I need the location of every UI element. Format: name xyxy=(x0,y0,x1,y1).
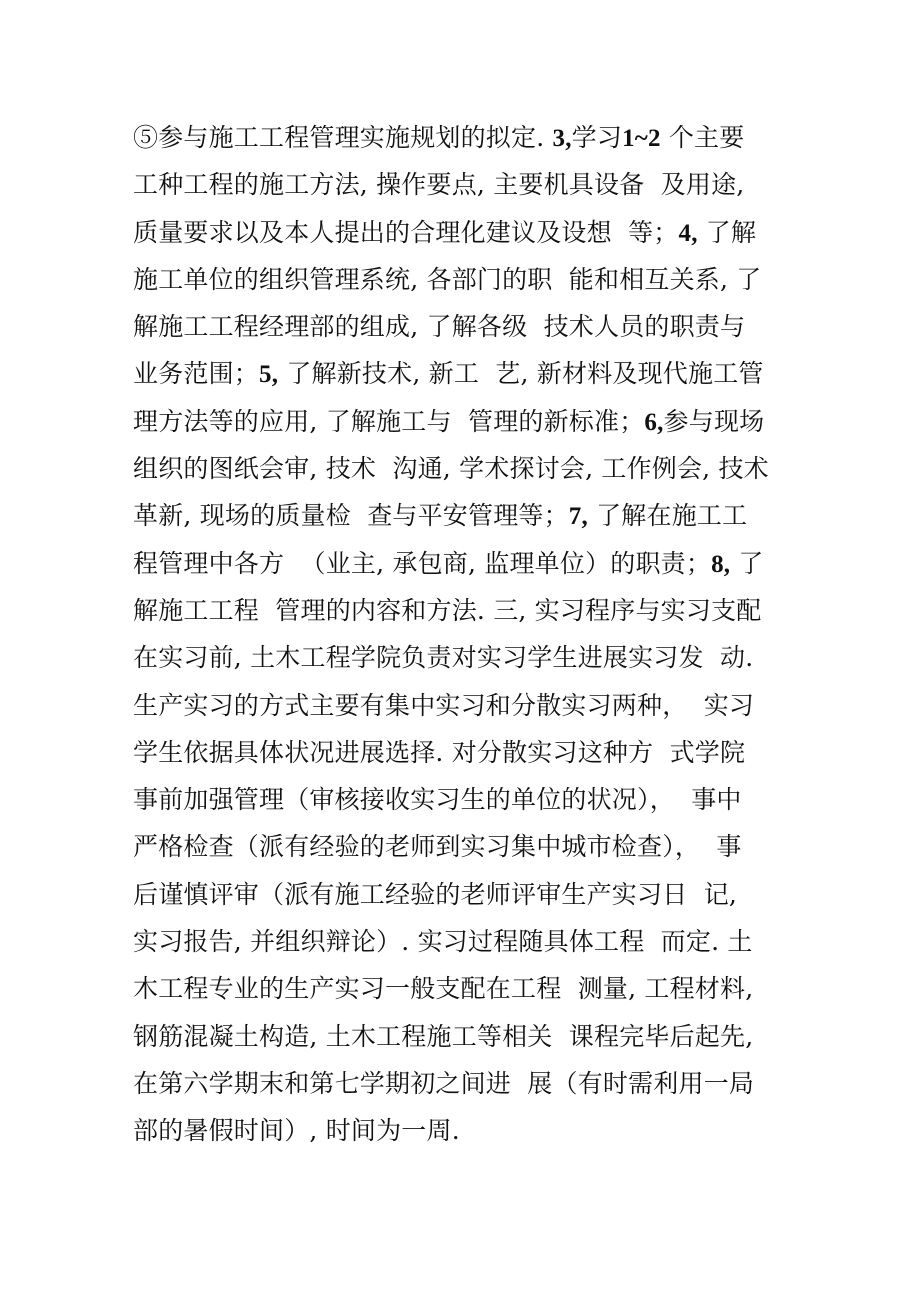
text-line xyxy=(133,1060,793,1107)
text-line xyxy=(133,256,793,303)
text-line xyxy=(133,823,793,870)
text-run: 参与现场 xyxy=(663,406,765,436)
text-run: 个主要 xyxy=(660,123,745,152)
text-line xyxy=(133,682,793,729)
text-run: 工种工程的施工方法, 操作要点, 主要机具设备 及用途, xyxy=(133,170,745,200)
text-run: 施工单位的组织管理系统, 各部门的职 能和相互关系, 了 xyxy=(133,264,762,294)
text-line xyxy=(133,350,793,397)
text-line xyxy=(133,114,793,161)
text-line xyxy=(133,776,793,823)
item-number: 4, xyxy=(678,219,698,247)
text-run: 理方法等的应用, 了解施工与 管理的新标准； xyxy=(133,406,645,436)
text-run: 了 xyxy=(730,548,764,578)
text-run: 学生依据具体状况进展选择. 对分散实习这种方 式学院 xyxy=(133,737,746,767)
text-run: ⑤参与施工工程管理实施规划的拟定. xyxy=(133,123,553,152)
text-run: 在第六学期末和第七学期初之间进 展（有时需利用一局 xyxy=(133,1068,755,1098)
text-run: 部的暑假时间）, 时间为一周. xyxy=(133,1116,460,1146)
text-run: 严格检查（派有经验的老师到实习集中城市检查）， 事 xyxy=(133,832,742,862)
text-run: 了解新技术, 新工 艺, 新材料及现代施工管 xyxy=(278,359,764,389)
item-number: 7, xyxy=(568,503,588,531)
item-number: 1~2 xyxy=(622,125,661,152)
text-line xyxy=(133,492,793,539)
text-line xyxy=(133,918,793,965)
text-line xyxy=(133,587,793,634)
text-run: 业务范围； xyxy=(133,359,260,389)
text-run: 程管理中各方 （业主, 承包商, 监理单位）的职责； xyxy=(133,548,712,578)
text-run: 了解 xyxy=(697,217,757,247)
text-line xyxy=(133,1107,793,1154)
text-run: 解施工工程 管理的内容和方法. 三, 实习程序与实习支配 xyxy=(133,595,762,625)
text-run: 了解在施工工 xyxy=(587,501,748,531)
document-body-text xyxy=(133,114,793,1155)
text-line xyxy=(133,965,793,1012)
text-run: 质量要求以及本人提出的合理化建议及设想 等； xyxy=(133,217,679,247)
text-run: 解施工工程经理部的组成, 了解各级 技术人员的职责与 xyxy=(133,312,746,342)
text-line xyxy=(133,1013,793,1060)
text-line xyxy=(133,871,793,918)
text-run: 生产实习的方式主要有集中实习和分散实习两种， 实习 xyxy=(133,690,755,720)
text-run: 后谨慎评审（派有施工经验的老师评审生产实习日 记, xyxy=(133,879,738,909)
text-line xyxy=(133,209,793,256)
text-run: 革新, 现场的质量检 查与平安管理等； xyxy=(133,501,569,531)
item-number: 6, xyxy=(644,408,664,436)
text-run: 钢筋混凝土构造, 土木工程施工等相关 课程完毕后起先, xyxy=(133,1021,754,1051)
item-number: 8, xyxy=(711,550,731,578)
text-line xyxy=(133,303,793,350)
text-run: 组织的图纸会审, 技术 沟通, 学术探讨会, 工作例会, 技术 xyxy=(133,454,769,484)
item-number: 5, xyxy=(259,361,279,389)
text-line xyxy=(133,634,793,681)
text-run: 事前加强管理（审核接收实习生的单位的状况）， 事中 xyxy=(133,785,742,815)
text-line xyxy=(133,729,793,776)
text-run: 实习报告, 并组织辩论）. 实习过程随具体工程 而定. 土 xyxy=(133,927,753,957)
text-line xyxy=(133,540,793,587)
text-line xyxy=(133,445,793,492)
text-line xyxy=(133,161,793,208)
text-line xyxy=(133,398,793,445)
text-run: 在实习前, 土木工程学院负责对实习学生进展实习发 动. xyxy=(133,643,754,673)
text-run: 学习 xyxy=(571,123,623,152)
item-number: 3, xyxy=(552,125,572,152)
text-run: 木工程专业的生产实习一般支配在工程 测量, 工程材料, xyxy=(133,974,754,1004)
